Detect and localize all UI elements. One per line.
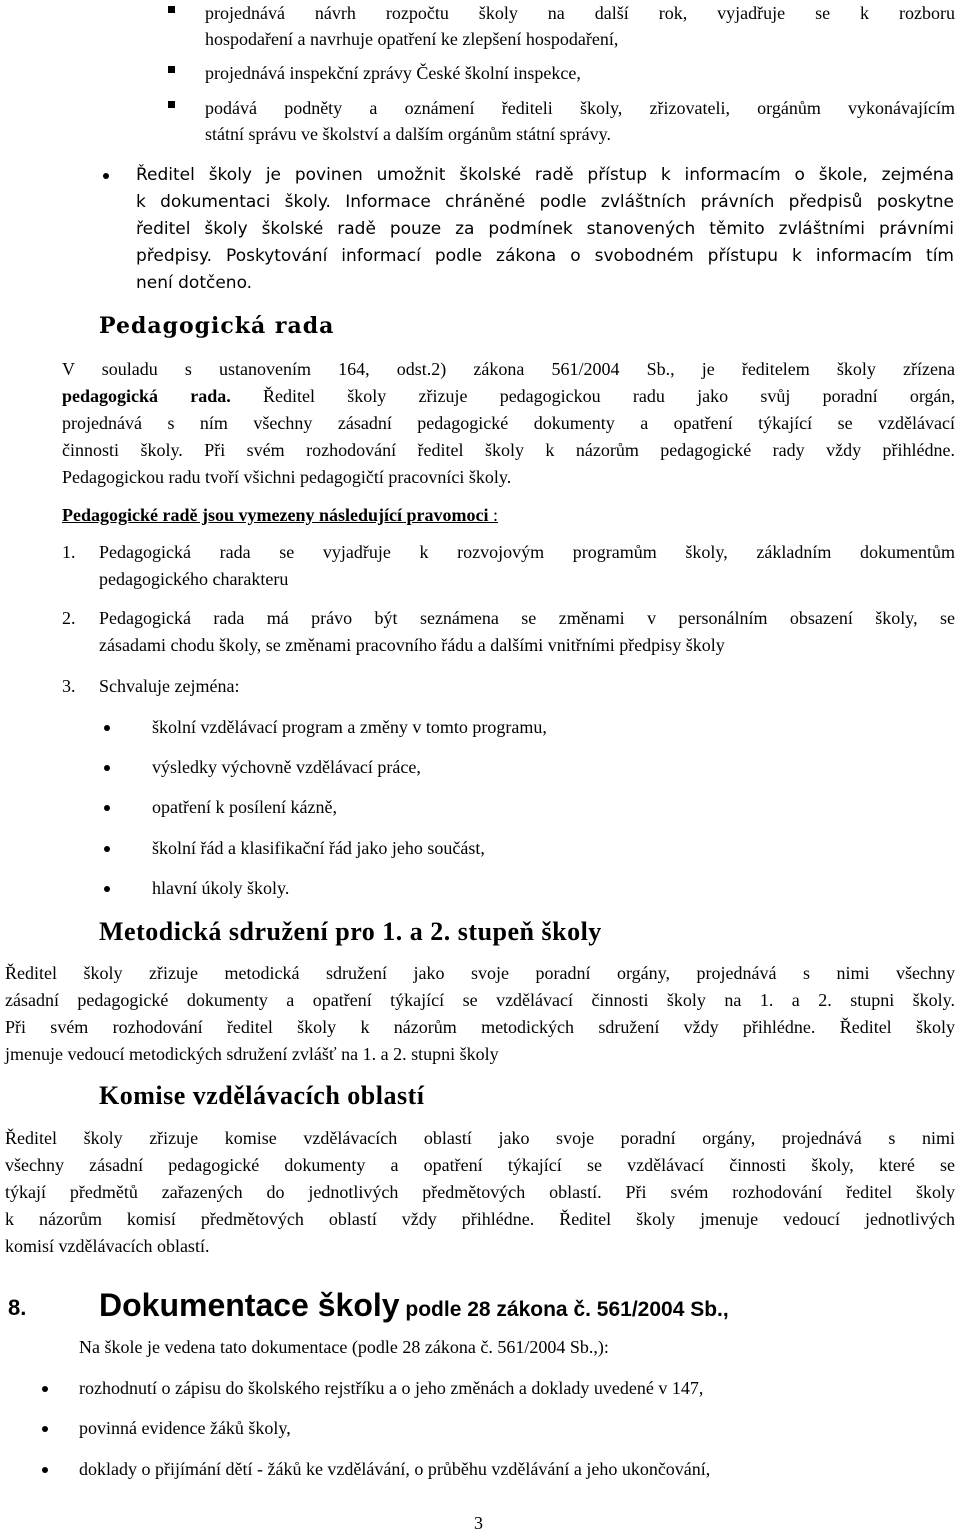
list-item: podává podněty a oznámení řediteli školy, zřizovateli, orgánům vykonávajícím — [205, 98, 955, 118]
section-heading: Komise vzdělávacích oblastí — [99, 1081, 425, 1110]
bullet-icon — [42, 1467, 48, 1473]
komise-paragraph — [5, 1125, 955, 1260]
paragraph-line: k názorům komisí předmětových oblastí vždy přihlédne. Ředitel školy jmenuje vedoucí jednotlivých — [5, 1209, 955, 1229]
list-item: rozhodnutí o zápisu do školského rejstříku a o jeho změnách a doklady uvedené v 147, — [79, 1378, 704, 1398]
powers-heading: Pedagogické radě jsou vymezeny následující pravomoci : — [62, 505, 498, 525]
bullet-icon — [103, 173, 109, 179]
paragraph-line: pedagogická rada. Ředitel školy zřizuje pedagogickou radu jako svůj poradní orgán, — [62, 386, 955, 406]
square-bullet-icon — [168, 101, 175, 108]
numbered-item: Schvaluje zejména: — [99, 676, 240, 696]
section-title-sub: podle 28 zákona č. 561/2004 Sb., — [399, 1298, 729, 1321]
bullet-icon — [42, 1386, 48, 1392]
list-number: 2. — [62, 608, 76, 628]
list-item: doklady o přijímání dětí - žáků ke vzdělávání, o průběhu vzdělávání a jeho ukončování, — [79, 1459, 711, 1479]
paragraph-line: projednává s ním všechny zásadní pedagogické dokumenty a opatření týkající se vzdělávací — [62, 413, 955, 433]
list-item: školní vzdělávací program a změny v tomto programu, — [152, 717, 547, 737]
section-heading: Metodická sdružení pro 1. a 2. stupeň školy — [99, 917, 602, 946]
paragraph-line: Ředitel školy je povinen umožnit školské radě přístup k informacím o škole, zejména — [136, 165, 954, 185]
paragraph-line: činnosti školy. Při svém rozhodování ředitel školy k názorům pedagogické rady vždy přihlédne. — [62, 440, 955, 460]
list-number: 3. — [62, 676, 76, 696]
paragraph-line: k dokumentaci školy. Informace chráněné podle zvláštních právních předpisů poskytne — [136, 192, 954, 212]
paragraph-line: týkají předmětů zařazených do jednotlivých předmětových oblastí. Při svém rozhodování ředitel školy — [5, 1182, 955, 1202]
numbered-item: Pedagogická rada má právo být seznámena se změnami v personálním obsazení školy, se zásadami chodu školy, se změnami pracovního řádu a dalšími vnitřními předpisy školy — [99, 608, 955, 655]
list-item-continuation: státní správu ve školství a dalším orgánům státní správy. — [205, 124, 611, 144]
paragraph-line: předpisy. Poskytování informací podle zákona o svobodném přístupu k informacím tím — [136, 246, 954, 266]
section-intro: Na škole je vedena tato dokumentace (podle 28 zákona č. 561/2004 Sb.,): — [79, 1337, 609, 1357]
list-number: 1. — [62, 542, 76, 562]
access-paragraph — [136, 162, 954, 297]
metodicka-paragraph — [5, 960, 955, 1068]
square-bullet-icon — [168, 66, 175, 73]
section-title-main: Dokumentace školy — [99, 1287, 400, 1323]
paragraph-line: jmenuje vedoucí metodických sdružení zvlášť na 1. a 2. stupni školy — [5, 1044, 499, 1064]
paragraph-line: ředitel školy školské radě pouze za podmínek stanovených těmito zvláštními právními — [136, 219, 954, 239]
bullet-icon — [104, 886, 110, 892]
paragraph-line: Při svém rozhodování ředitel školy k názorům metodických sdružení vždy přihlédne. Ředitel školy — [5, 1017, 955, 1037]
numbered-item: Pedagogická rada se vyjadřuje k rozvojovým programům školy, základním dokumentům pedagogického charakteru — [99, 542, 955, 589]
list-item: hlavní úkoly školy. — [152, 878, 290, 898]
section-title — [99, 1284, 729, 1326]
paragraph-line: všechny zásadní pedagogické dokumenty a opatření týkající se vzdělávací činnosti školy, které se — [5, 1155, 955, 1175]
section-heading: Pedagogická rada — [99, 313, 335, 339]
pedagogicka-rada-intro — [62, 356, 955, 491]
page-number: 3 — [474, 1513, 483, 1533]
square-bullet-icon — [168, 6, 175, 13]
bold-term: pedagogická rada. — [62, 386, 231, 406]
bullet-icon — [42, 1426, 48, 1432]
list-item: výsledky výchovně vzdělávací práce, — [152, 757, 421, 777]
paragraph-line: Ředitel školy zřizuje metodická sdružení jako svoje poradní orgány, projednává s nimi všechny — [5, 963, 955, 983]
paragraph-line: není dotčeno. — [136, 273, 253, 293]
paragraph-line: Ředitel školy zřizuje komise vzdělávacích oblastí jako svoje poradní orgány, projednává s nimi — [5, 1128, 955, 1148]
section-number: 8. — [8, 1295, 27, 1320]
bullet-icon — [104, 725, 110, 731]
list-item: projednává inspekční zprávy České školní inspekce, — [205, 63, 581, 83]
list-item: školní řád a klasifikační řád jako jeho součást, — [152, 838, 485, 858]
list-item: opatření k posílení kázně, — [152, 797, 337, 817]
paragraph-line: zásadní pedagogické dokumenty a opatření týkající se vzdělávací činnosti školy na 1. a 2. stupni školy. — [5, 990, 955, 1010]
paragraph-line: komisí vzdělávacích oblastí. — [5, 1236, 210, 1256]
bullet-icon — [104, 805, 110, 811]
bullet-icon — [104, 846, 110, 852]
bullet-icon — [104, 765, 110, 771]
list-item: projednává návrh rozpočtu školy na další rok, vyjadřuje se k rozboru — [205, 3, 955, 23]
list-item-continuation: hospodaření a navrhuje opatření ke zlepšení hospodaření, — [205, 29, 619, 49]
paragraph-line: V souladu s ustanovením 164, odst.2) zákona 561/2004 Sb., je ředitelem školy zřízena — [62, 359, 955, 379]
list-item: povinná evidence žáků školy, — [79, 1418, 291, 1438]
paragraph-line: Pedagogickou radu tvoří všichni pedagogičtí pracovníci školy. — [62, 467, 512, 487]
